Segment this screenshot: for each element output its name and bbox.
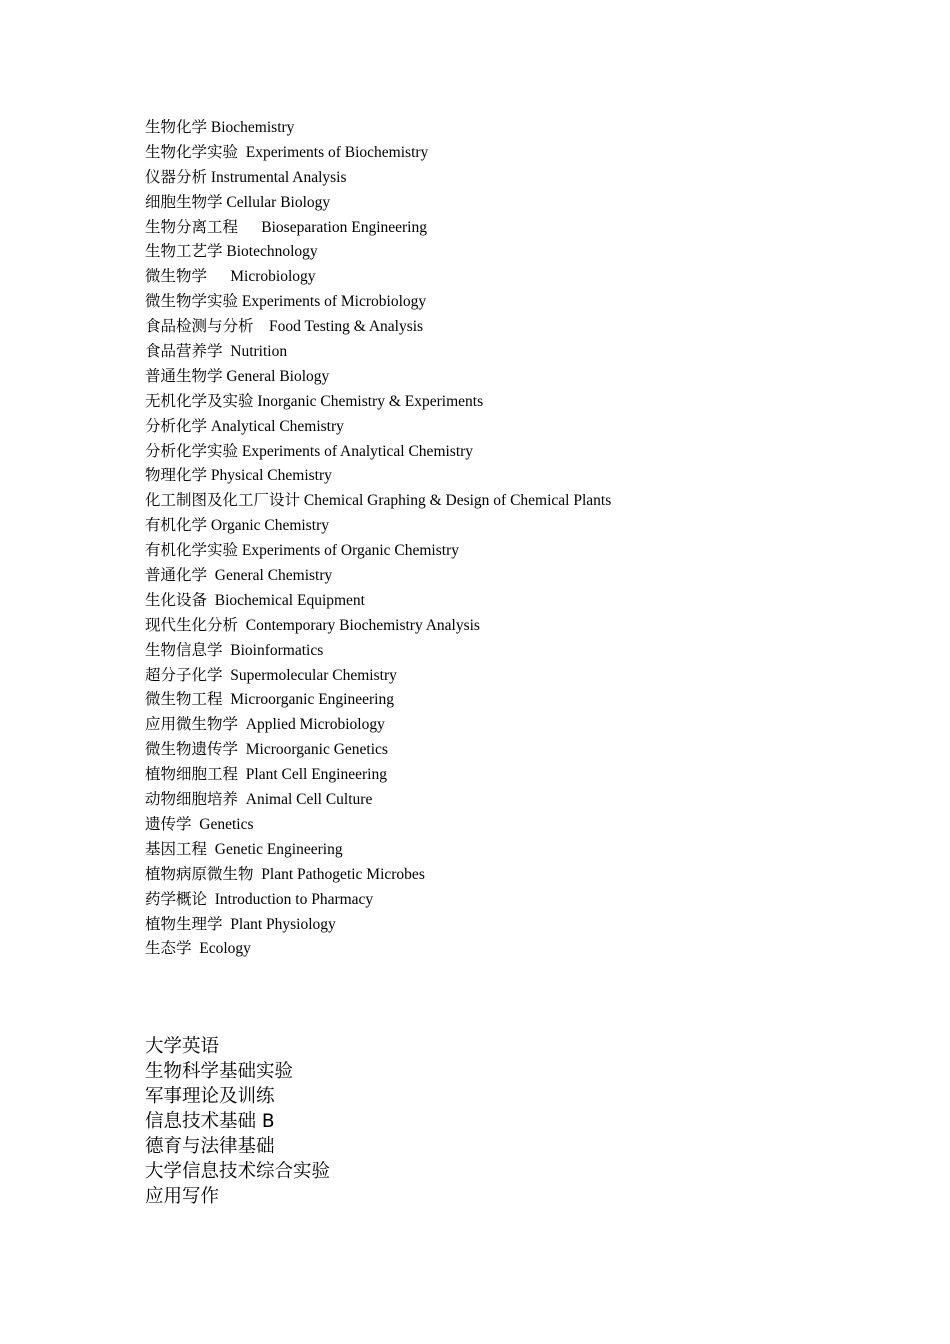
course-name-zh: 现代生化分析 bbox=[145, 616, 239, 634]
course-row bbox=[145, 937, 910, 962]
course-name-zh: 微生物学 bbox=[145, 268, 208, 286]
course-name-en: General Chemistry bbox=[214, 567, 333, 585]
course-name-en: Organic Chemistry bbox=[210, 517, 329, 535]
course-name-zh: 生物分离工程 bbox=[145, 218, 239, 236]
general-course-item: 大学信息技术综合实验 bbox=[145, 1161, 331, 1182]
course-name-en: Genetics bbox=[199, 815, 254, 833]
course-row bbox=[145, 365, 910, 390]
course-separator bbox=[238, 716, 246, 733]
course-name-zh: 生物化学 bbox=[145, 119, 208, 136]
course-name-en: Animal Cell Culture bbox=[245, 791, 373, 809]
course-separator bbox=[238, 144, 246, 161]
course-name-zh: 基因工程 bbox=[145, 840, 208, 858]
course-name-zh: 植物生理学 bbox=[145, 915, 223, 933]
course-name-en: Applied Microbiology bbox=[245, 716, 385, 734]
course-name-en: Contemporary Biochemistry Analysis bbox=[245, 616, 480, 634]
course-row bbox=[145, 913, 910, 938]
course-name-zh: 食品检测与分析 bbox=[145, 318, 254, 336]
course-name-en: Plant Physiology bbox=[230, 915, 336, 933]
document-page bbox=[145, 116, 910, 1207]
course-name-en: Experiments of Organic Chemistry bbox=[241, 542, 459, 560]
course-row bbox=[145, 464, 910, 489]
course-name-zh: 微生物学实验 bbox=[145, 293, 239, 311]
course-name-en: Microbiology bbox=[230, 268, 316, 286]
course-name-zh: 分析化学实验 bbox=[145, 442, 239, 460]
course-name-en: Physical Chemistry bbox=[210, 467, 332, 485]
course-name-en: Ecology bbox=[199, 940, 251, 958]
course-separator bbox=[238, 766, 246, 783]
general-course-item: 信息技术基础 B bbox=[145, 1111, 275, 1132]
course-name-zh: 分析化学 bbox=[145, 417, 208, 435]
course-row bbox=[145, 141, 910, 166]
course-separator bbox=[254, 318, 270, 335]
course-row bbox=[145, 589, 910, 614]
course-name-en: Nutrition bbox=[230, 343, 288, 361]
course-name-zh: 有机化学 bbox=[145, 517, 208, 535]
course-row bbox=[145, 340, 910, 365]
course-name-zh: 生态学 bbox=[145, 940, 192, 958]
course-name-zh: 物理化学 bbox=[145, 467, 208, 485]
course-row bbox=[145, 191, 910, 216]
general-course-list bbox=[145, 1034, 330, 1209]
course-row bbox=[145, 489, 910, 514]
course-name-en: Biochemistry bbox=[210, 119, 295, 136]
course-name-zh: 植物病原微生物 bbox=[145, 865, 254, 883]
course-separator bbox=[238, 741, 246, 758]
course-name-zh: 微生物遗传学 bbox=[145, 741, 239, 759]
course-name-en: Chemical Graphing & Design of Chemical Plants bbox=[303, 492, 612, 510]
course-name-zh: 应用微生物学 bbox=[145, 716, 239, 734]
course-row bbox=[145, 315, 910, 340]
course-name-zh: 遗传学 bbox=[145, 815, 192, 833]
course-name-en: Biochemical Equipment bbox=[214, 591, 365, 609]
course-row bbox=[145, 265, 910, 290]
course-row bbox=[145, 290, 910, 315]
general-course-item: 生物科学基础实验 bbox=[145, 1061, 294, 1082]
course-name-en: Biotechnology bbox=[226, 243, 318, 261]
course-name-en: Bioseparation Engineering bbox=[261, 218, 427, 236]
general-course-item: 军事理论及训练 bbox=[145, 1086, 275, 1107]
course-row bbox=[145, 216, 910, 241]
course-row bbox=[145, 415, 910, 440]
course-name-zh: 生化设备 bbox=[145, 591, 208, 609]
course-row bbox=[145, 240, 910, 265]
course-name-zh: 动物细胞培养 bbox=[145, 791, 239, 809]
course-separator bbox=[238, 219, 261, 236]
course-name-en: Food Testing & Analysis bbox=[269, 318, 424, 336]
course-name-zh: 无机化学及实验 bbox=[145, 392, 254, 410]
general-course-item: 大学英语 bbox=[145, 1036, 220, 1057]
course-row bbox=[145, 838, 910, 863]
course-list bbox=[145, 116, 910, 962]
course-name-en: Analytical Chemistry bbox=[210, 417, 344, 435]
course-name-zh: 化工制图及化工厂设计 bbox=[145, 492, 301, 510]
course-separator bbox=[207, 567, 215, 584]
course-row bbox=[145, 514, 910, 539]
course-name-zh: 细胞生物学 bbox=[145, 193, 223, 211]
course-name-en: Bioinformatics bbox=[230, 641, 324, 659]
course-name-zh: 仪器分析 bbox=[145, 168, 208, 186]
course-name-zh: 微生物工程 bbox=[145, 691, 223, 709]
course-name-zh: 生物化学实验 bbox=[145, 143, 239, 161]
course-name-zh: 药学概论 bbox=[145, 890, 208, 908]
course-name-zh: 普通化学 bbox=[145, 567, 208, 585]
course-row bbox=[145, 166, 910, 191]
course-name-en: Introduction to Pharmacy bbox=[214, 890, 374, 908]
course-separator bbox=[207, 592, 215, 609]
course-name-en: Inorganic Chemistry & Experiments bbox=[257, 392, 484, 410]
course-row bbox=[145, 863, 910, 888]
course-row bbox=[145, 888, 910, 913]
course-row bbox=[145, 440, 910, 465]
general-course-item: 德育与法律基础 bbox=[145, 1136, 275, 1157]
course-row bbox=[145, 639, 910, 664]
course-row bbox=[145, 738, 910, 763]
course-separator bbox=[207, 891, 215, 908]
course-name-en: Microorganic Genetics bbox=[245, 741, 388, 759]
course-name-en: Experiments of Biochemistry bbox=[245, 143, 429, 161]
course-separator bbox=[238, 791, 246, 808]
course-row bbox=[145, 713, 910, 738]
course-name-zh: 超分子化学 bbox=[145, 666, 223, 684]
course-name-zh: 生物信息学 bbox=[145, 641, 223, 659]
course-separator bbox=[207, 268, 230, 285]
course-name-zh: 生物工艺学 bbox=[145, 243, 223, 261]
course-name-en: Supermolecular Chemistry bbox=[230, 666, 397, 684]
course-name-en: Plant Cell Engineering bbox=[245, 766, 387, 784]
course-separator bbox=[207, 841, 215, 858]
course-name-zh: 食品营养学 bbox=[145, 343, 223, 361]
course-name-en: Experiments of Microbiology bbox=[241, 293, 427, 311]
course-row bbox=[145, 564, 910, 589]
course-name-en: Instrumental Analysis bbox=[210, 168, 347, 186]
course-separator bbox=[238, 617, 246, 634]
course-row bbox=[145, 763, 910, 788]
course-name-zh: 植物细胞工程 bbox=[145, 766, 239, 784]
course-row bbox=[145, 788, 910, 813]
course-name-en: General Biology bbox=[226, 367, 330, 385]
course-row bbox=[145, 664, 910, 689]
general-course-item: 应用写作 bbox=[145, 1186, 220, 1207]
course-name-en: Genetic Engineering bbox=[214, 840, 343, 858]
course-row bbox=[145, 813, 910, 838]
course-row bbox=[145, 539, 910, 564]
course-row bbox=[145, 116, 910, 141]
course-name-en: Experiments of Analytical Chemistry bbox=[241, 442, 474, 460]
course-name-en: Plant Pathogetic Microbes bbox=[261, 865, 425, 883]
course-row bbox=[145, 390, 910, 415]
course-row bbox=[145, 614, 910, 639]
course-name-zh: 普通生物学 bbox=[145, 367, 223, 385]
course-name-en: Microorganic Engineering bbox=[230, 691, 394, 709]
course-row bbox=[145, 688, 910, 713]
course-name-en: Cellular Biology bbox=[226, 193, 331, 211]
course-name-zh: 有机化学实验 bbox=[145, 542, 239, 560]
